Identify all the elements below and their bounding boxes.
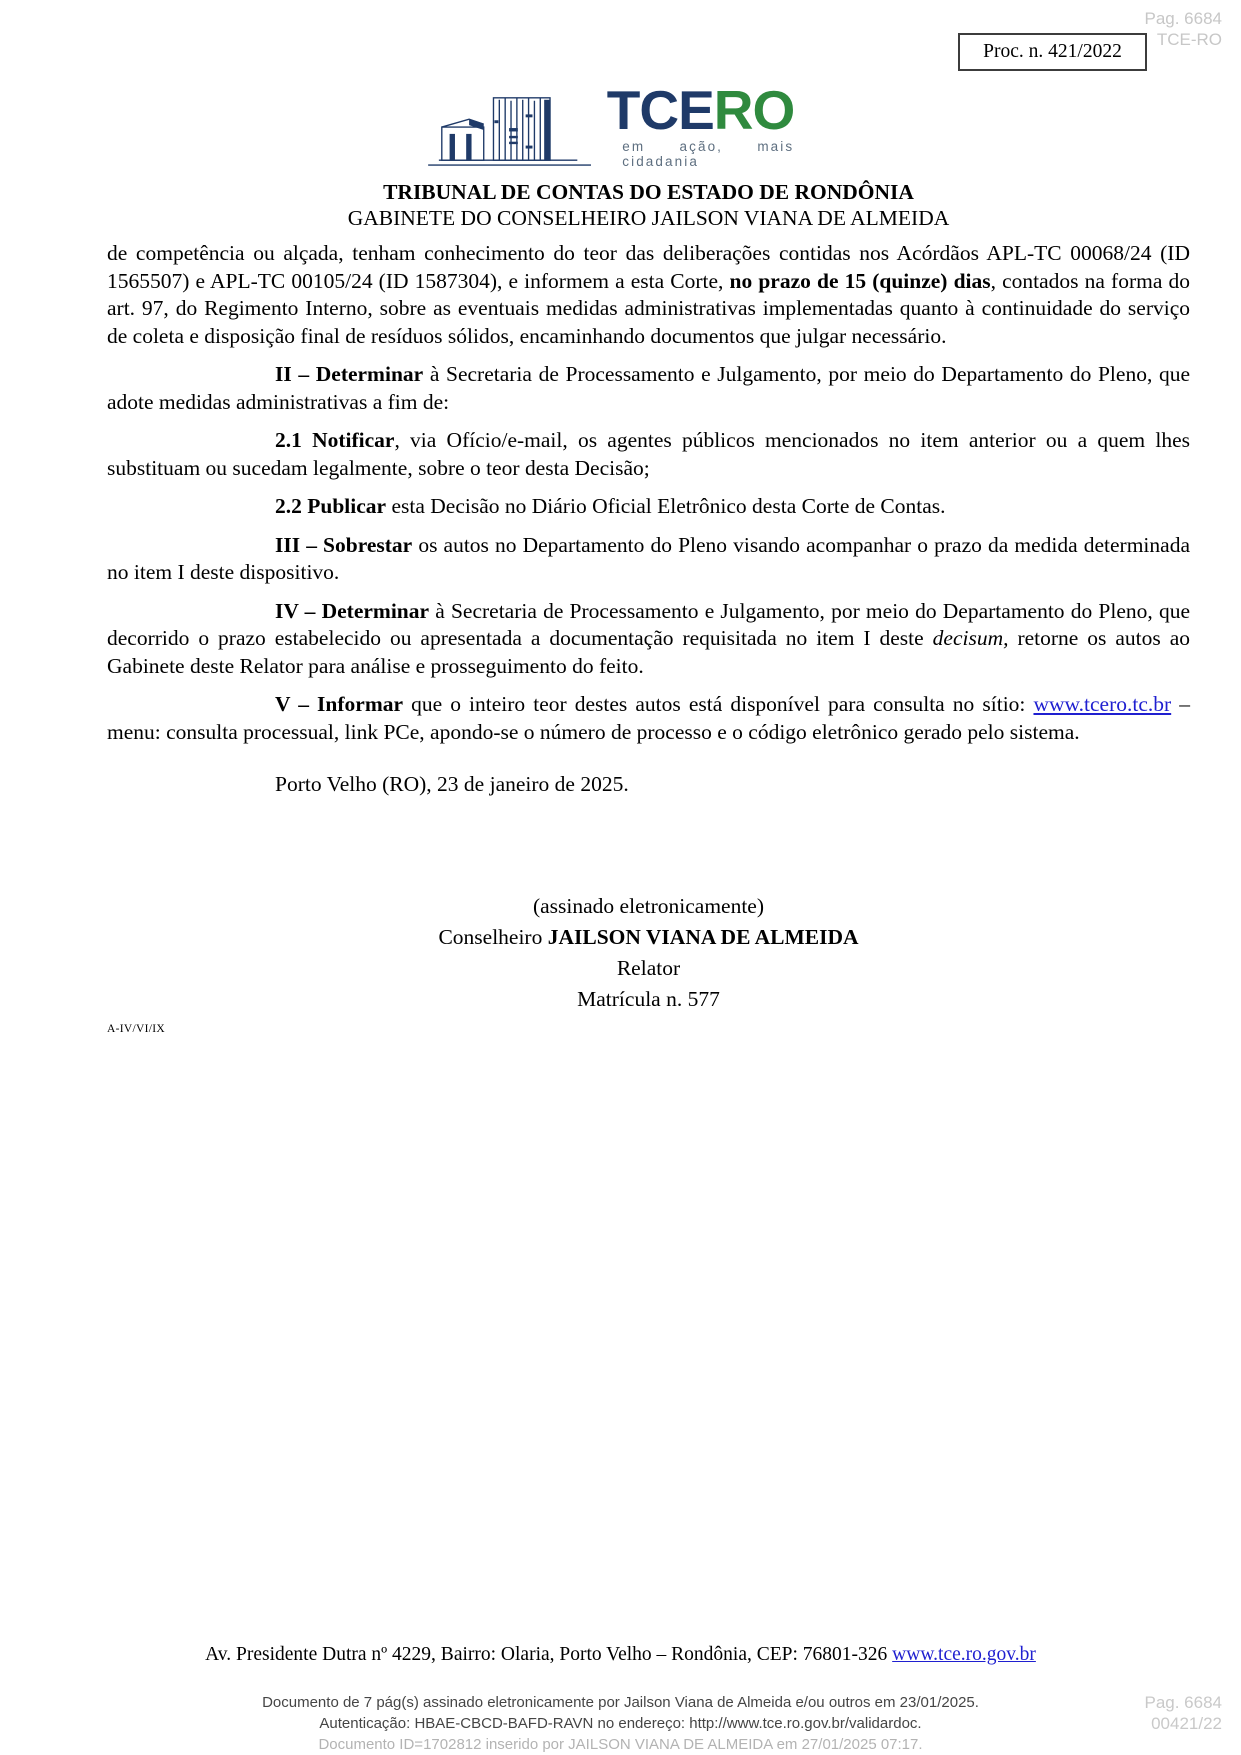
- paragraph-item-3: [107, 532, 1190, 587]
- footer-document-id-line: Documento ID=1702812 inserido por JAILSON VIANA DE ALMEIDA em 27/01/2025 07:17.: [318, 1736, 923, 1753]
- text-run: , via Ofício/e-mail, os agentes públicos mencionados no item anterior ou a quem lhes substituam ou sucedam legalmente, sobre o teor desta Decisão;: [107, 428, 1190, 480]
- paragraph-item-2: [107, 361, 1190, 416]
- footer-authentication-line: Autenticação: HBAE-CBCD-BAFD-RAVN no endereço: http://www.tce.ro.gov.br/validardoc.: [319, 1715, 922, 1732]
- text-run: retorne os autos ao Gabinete deste Relator para análise e prosseguimento do feito.: [107, 626, 1190, 678]
- text-run: à Secretaria de Processamento e Julgamento, por meio do Departamento do Pleno, que adote medidas administrativas a fim de:: [107, 362, 1190, 414]
- document-header: [107, 179, 1190, 231]
- paragraph-item-5: [107, 691, 1190, 746]
- text-run: de competência ou alçada, tenham conhecimento do teor das deliberações contidas nos Acórdãos APL-TC 00068/24 (ID 1565507) e APL-TC 00105/24 (ID 1587304), e informem a esta Corte,: [107, 241, 1190, 293]
- paragraph-item-2-1: [107, 427, 1190, 482]
- margin-reference-note: A-IV/VI/IX: [107, 1022, 165, 1035]
- building-icon: [423, 91, 601, 169]
- footer-signed-line: Documento de 7 pág(s) assinado eletronicamente por Jailson Viana de Almeida e/ou outros em 23/01/2025.: [262, 1694, 979, 1711]
- text-run: Conselheiro: [438, 924, 548, 949]
- text-run: à Secretaria de Processamento e Julgamento, por meio do Departamento do Pleno, que decorrido o prazo estabelecido ou apresentada a documentação requisitada no item I deste: [107, 598, 1190, 650]
- wordmark-ro: RO: [713, 79, 795, 141]
- signature-name-line: [107, 922, 1190, 953]
- tcero-wordmark-text: [606, 79, 795, 141]
- text-run: , contados na forma do art. 97, do Regimento Interno, sobre as eventuais medidas administrativas implementadas quanto à continuidade do serviço de coleta e disposição final de resíduos sólidos, encaminhando documentos que julgar necessário.: [107, 268, 1190, 348]
- signature-block: [107, 891, 1190, 1015]
- text-run: V – Informar: [275, 692, 404, 716]
- page-number-watermark-bottom: [1144, 1692, 1222, 1734]
- logo-tagline: em ação, mais cidadania: [622, 139, 795, 169]
- process-ref-label: 00421/22: [1151, 1714, 1222, 1733]
- cabinet-subtitle: GABINETE DO CONSELHEIRO JAILSON VIANA DE ALMEIDA: [347, 206, 950, 230]
- footer-address: [0, 1644, 1241, 1666]
- signature-registration: Matrícula n. 577: [577, 986, 720, 1011]
- text-run: Av. Presidente Dutra nº 4229, Bairro: Olaria, Porto Velho – Rondônia, CEP: 76801-326: [205, 1644, 893, 1665]
- text-run: os autos no Departamento do Pleno visando acompanhar o prazo da medida determinada no item I deste dispositivo.: [107, 532, 1190, 584]
- process-number: Proc. n. 421/2022: [983, 41, 1122, 62]
- text-run: decisum,: [932, 626, 1009, 650]
- wordmark-tce: TCE: [606, 79, 714, 141]
- text-run: 2.1 Notificar: [275, 428, 395, 452]
- text-run: 2.2 Publicar: [275, 494, 387, 518]
- page-number-label: Pag. 6684: [1144, 1693, 1222, 1712]
- electronic-signature-footer: [0, 1692, 1241, 1755]
- signature-electronic-note: (assinado eletronicamente): [532, 893, 765, 918]
- paragraph-item-4: [107, 598, 1190, 681]
- doc-link[interactable]: www.tcero.tc.br: [1033, 692, 1172, 716]
- paragraph-continuation: [107, 240, 1190, 350]
- signature-role: Relator: [616, 955, 681, 980]
- text-run: esta Decisão no Diário Oficial Eletrônico desta Corte de Contas.: [386, 494, 946, 518]
- text-run: II – Determinar: [275, 362, 424, 386]
- institution-title: TRIBUNAL DE CONTAS DO ESTADO DE RONDÔNIA: [383, 180, 914, 204]
- text-run: III – Sobrestar: [275, 532, 413, 557]
- page-number-label: Pag. 6684: [1144, 9, 1222, 28]
- court-abbrev-label: TCE-RO: [1156, 30, 1222, 49]
- text-run: – menu: consulta processual, link PCe, apondo-se o número de processo e o código eletrônico gerado pelo sistema.: [107, 692, 1190, 744]
- document-body: [107, 240, 1190, 799]
- tcero-wordmark: [606, 79, 795, 169]
- text-run: JAILSON VIANA DE ALMEIDA: [547, 924, 859, 949]
- doc-link[interactable]: www.tce.ro.gov.br: [892, 1644, 1036, 1665]
- paragraph-item-2-2: [107, 493, 1190, 521]
- tcero-logo: [0, 0, 1229, 169]
- text-run: IV – Determinar: [275, 598, 430, 623]
- text-run: que o inteiro teor destes autos está disponível para consulta no sítio:: [403, 692, 1034, 716]
- date-place-line: Porto Velho (RO), 23 de janeiro de 2025.: [275, 772, 629, 796]
- text-run: no prazo de 15 (quinze) dias: [729, 268, 991, 293]
